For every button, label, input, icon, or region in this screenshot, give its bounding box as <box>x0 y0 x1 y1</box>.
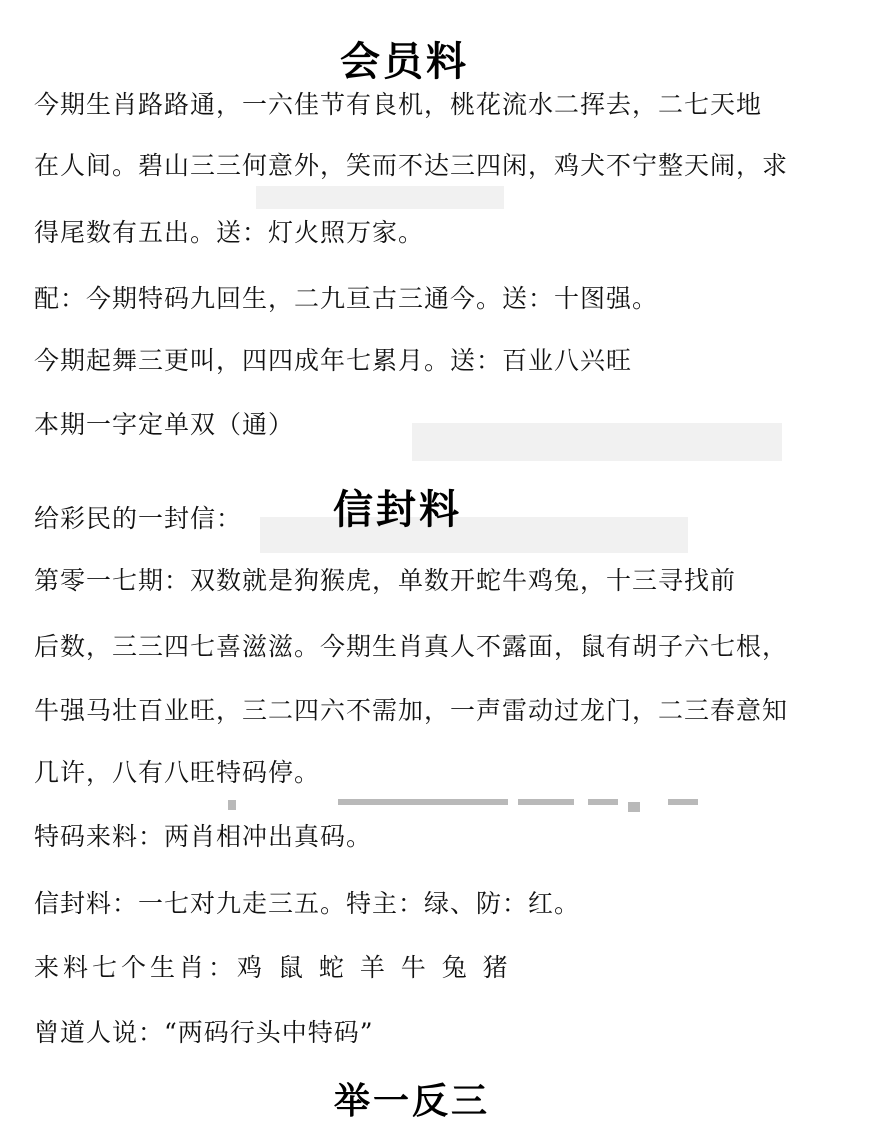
redaction-box-3 <box>260 517 688 553</box>
info-line-4: 曾道人说：“两码行头中特码” <box>34 1018 374 1047</box>
member-line-3: 得尾数有五出。送：灯火照万家。 <box>34 218 425 247</box>
envelope-line-3: 牛强马壮百业旺，三二四六不需加，一声雷动过龙门，二三春意知 <box>34 696 789 725</box>
member-title: 会员料 <box>340 38 469 85</box>
member-line-5: 今期起舞三更叫，四四成年七累月。送：百业八兴旺 <box>34 346 633 375</box>
letter-intro: 给彩民的一封信： <box>34 504 243 533</box>
member-line-1: 今期生肖路路通，一六佳节有良机，桃花流水二挥去，二七天地 <box>34 90 763 119</box>
envelope-title: 信封料 <box>333 486 462 533</box>
info-line-1: 特码来料：两肖相冲出真码。 <box>34 822 373 851</box>
redaction-box-1 <box>256 186 504 209</box>
envelope-line-1: 第零一七期：双数就是狗猴虎，单数开蛇牛鸡兔，十三寻找前 <box>34 566 737 595</box>
envelope-line-4: 几许，八有八旺特码停。 <box>34 758 321 787</box>
info-line-2: 信封料：一七对九走三五。特主：绿、防：红。 <box>34 889 581 918</box>
member-line-2: 在人间。碧山三三何意外，笑而不达三四闲，鸡犬不宁整天闹，求 <box>34 151 789 180</box>
member-line-4: 配：今期特码九回生，二九亘古三通今。送：十图强。 <box>34 284 659 313</box>
scan-smudge <box>228 796 704 816</box>
conclusion-title: 举一反三 <box>334 1080 491 1122</box>
info-line-3: 来料七个生肖：鸡 鼠 蛇 羊 牛 兔 猪 <box>34 953 512 982</box>
envelope-line-2: 后数，三三四七喜滋滋。今期生肖真人不露面，鼠有胡子六七根， <box>34 632 789 661</box>
member-line-6: 本期一字定单双（通） <box>34 410 295 439</box>
redaction-box-2 <box>412 423 782 461</box>
